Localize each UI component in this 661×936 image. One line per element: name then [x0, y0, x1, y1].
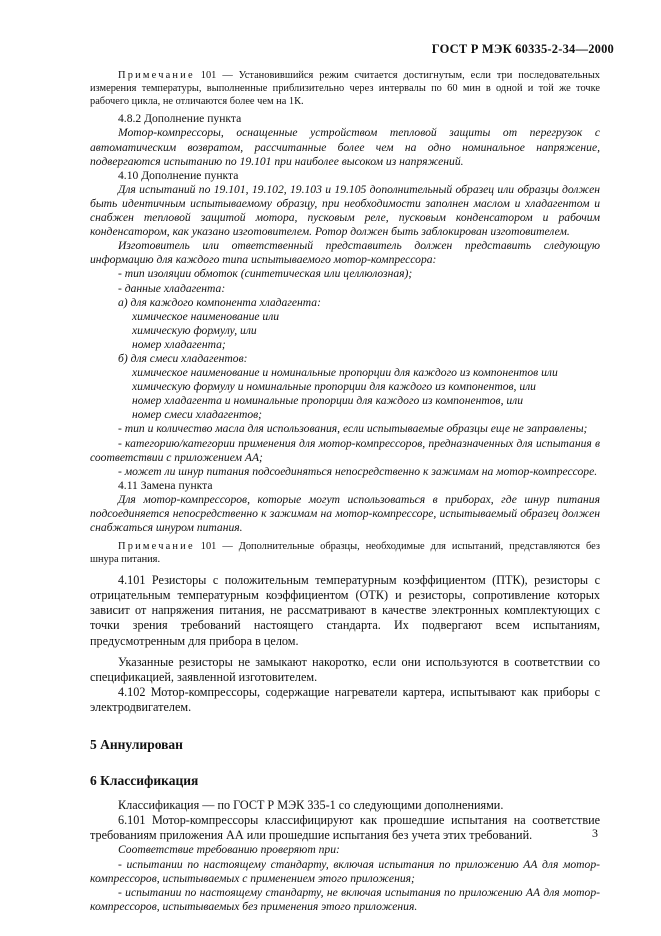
list-item-refrigerant: - данные хладагента:	[118, 281, 226, 295]
list-subitem: химическое наименование или	[132, 309, 280, 323]
compliance-check-intro: Соответствие требованию проверяют при:	[118, 843, 340, 857]
note-101-extra-samples	[90, 541, 600, 567]
note-label: Примечание	[118, 541, 195, 553]
clause-4-11-text: Для мотор-компрессоров, которые могут использоваться в приборах, где шнур питания подсоединяется непосредственно к зажимам на мотор-компрессоре, испытываемый образец должен снабжаться шнуром питания.	[90, 492, 600, 535]
list-subitem: номер хладагента и номинальные пропорции для каждого из компонентов, или	[132, 394, 524, 408]
list-subitem: химическую формулу и номинальные пропорции для каждого из компонентов, или	[132, 380, 536, 394]
list-item-insulation: - тип изоляции обмоток (синтетическая или целлюлозная);	[118, 267, 413, 281]
list-subitem: химическое наименование и номинальные пропорции для каждого из компонентов или	[132, 366, 558, 380]
classification-intro: Классификация — по ГОСТ Р МЭК 335-1 со следующими дополнениями.	[118, 797, 504, 812]
list-subitem: номер хладагента;	[132, 337, 226, 351]
list-subitem: химическую формулу, или	[132, 323, 257, 337]
page-number: 3	[592, 826, 598, 840]
page-body	[90, 70, 600, 914]
clause-4-102: 4.102 Мотор-компрессоры, содержащие нагреватели картера, испытывают как приборы с электродвигателем.	[90, 685, 600, 715]
clause-6-101: 6.101 Мотор-компрессоры классифицируют как прошедшие испытания на соответствие требованиям приложения АА или прошедшие испытания без учета этих требований.	[90, 813, 600, 843]
note-101-steady-state	[90, 70, 600, 108]
compliance-item-with-annex: - испытании по настоящему стандарту, включая испытания по приложению АА для мотор-компрессоров, испытываемых с применением этого приложения;	[90, 857, 600, 885]
clause-4-101: 4.101 Резисторы с положительным температурным коэффициентом (ПТК), резисторы с отрицательным температурным коэффициентом (ОТК) и резисторы, сопротивление которых зависит от напряжения питания, не рассматривают в качестве электронных комплектующих с точки зрения требований настоящего стандарта. Их подвергают всем испытаниям, предусмотренным для прибора в целом.	[90, 572, 600, 648]
clause-4-8-2-text: Мотор-компрессоры, оснащенные устройством тепловой защиты от перегрузок с автоматическим возвратом, рассчитанные более чем на одно номинальное напряжение, подвергаются испытанию по 19.101 при наиболее высоком из напряжений.	[90, 126, 600, 168]
list-subitem: номер смеси хладагентов;	[132, 408, 263, 422]
list-item-category: - категорию/категории применения для мотор-компрессоров, предназначенных для испытания в соответствии с приложением АА;	[90, 436, 600, 464]
section-6-heading: 6 Классификация	[90, 772, 199, 788]
note-label: Примечание	[118, 70, 195, 81]
list-item-b: б) для смеси хладагентов:	[118, 351, 248, 365]
page-header: ГОСТ Р МЭК 60335-2-34—2000	[431, 42, 614, 56]
clause-4-11-heading: 4.11 Замена пункта	[118, 478, 213, 492]
list-item-cord: - может ли шнур питания подсоединяться непосредственно к зажимам на мотор-компрессоре.	[118, 464, 598, 478]
list-item-a: а) для каждого компонента хладагента:	[118, 295, 321, 309]
clause-4-101-resistors: Указанные резисторы не замыкают накоротко, если они используются в соответствии со спецификацией, заявленной изготовителем.	[90, 654, 600, 685]
manufacturer-info-intro: Изготовитель или ответственный представитель должен представить следующую информацию для каждого типа испытываемого мотор-компрессора:	[90, 239, 600, 267]
clause-4-8-2-heading: 4.8.2 Дополнение пункта	[118, 112, 242, 126]
compliance-item-without-annex: - испытании по настоящему стандарту, не включая испытания по приложению АА для мотор-компрессоров, испытываемых без применения этого приложения.	[90, 885, 600, 913]
list-item-oil: - тип и количество масла для использования, если испытываемые образцы еще не заправлены;	[118, 422, 588, 436]
note-text: 101 — Установившийся режим считается достигнутым, если три последовательных измерения температуры, выполненные приблизительно через интервалы по 60 мин в одной и той же точке рабочего цикла, не отличаются более чем на 1К.	[90, 70, 600, 107]
clause-4-10-text: Для испытаний по 19.101, 19.102, 19.103 и 19.105 дополнительный образец или образцы должен быть идентичным испытываемому образцу, при необходимости заполнен маслом и хладагентом и снабжен тепловой защитой мотора, пусковым реле, пусковым конденсатором и рабочим конденсатором, как указано изготовителем. Ротор должен быть заблокирован изготовителем.	[90, 182, 600, 239]
note-text: 101 — Дополнительные образцы, необходимые для испытаний, представляются без шнура питания.	[90, 541, 600, 565]
section-5-heading: 5 Аннулирован	[90, 736, 183, 752]
clause-4-10-heading: 4.10 Дополнение пункта	[118, 168, 239, 182]
